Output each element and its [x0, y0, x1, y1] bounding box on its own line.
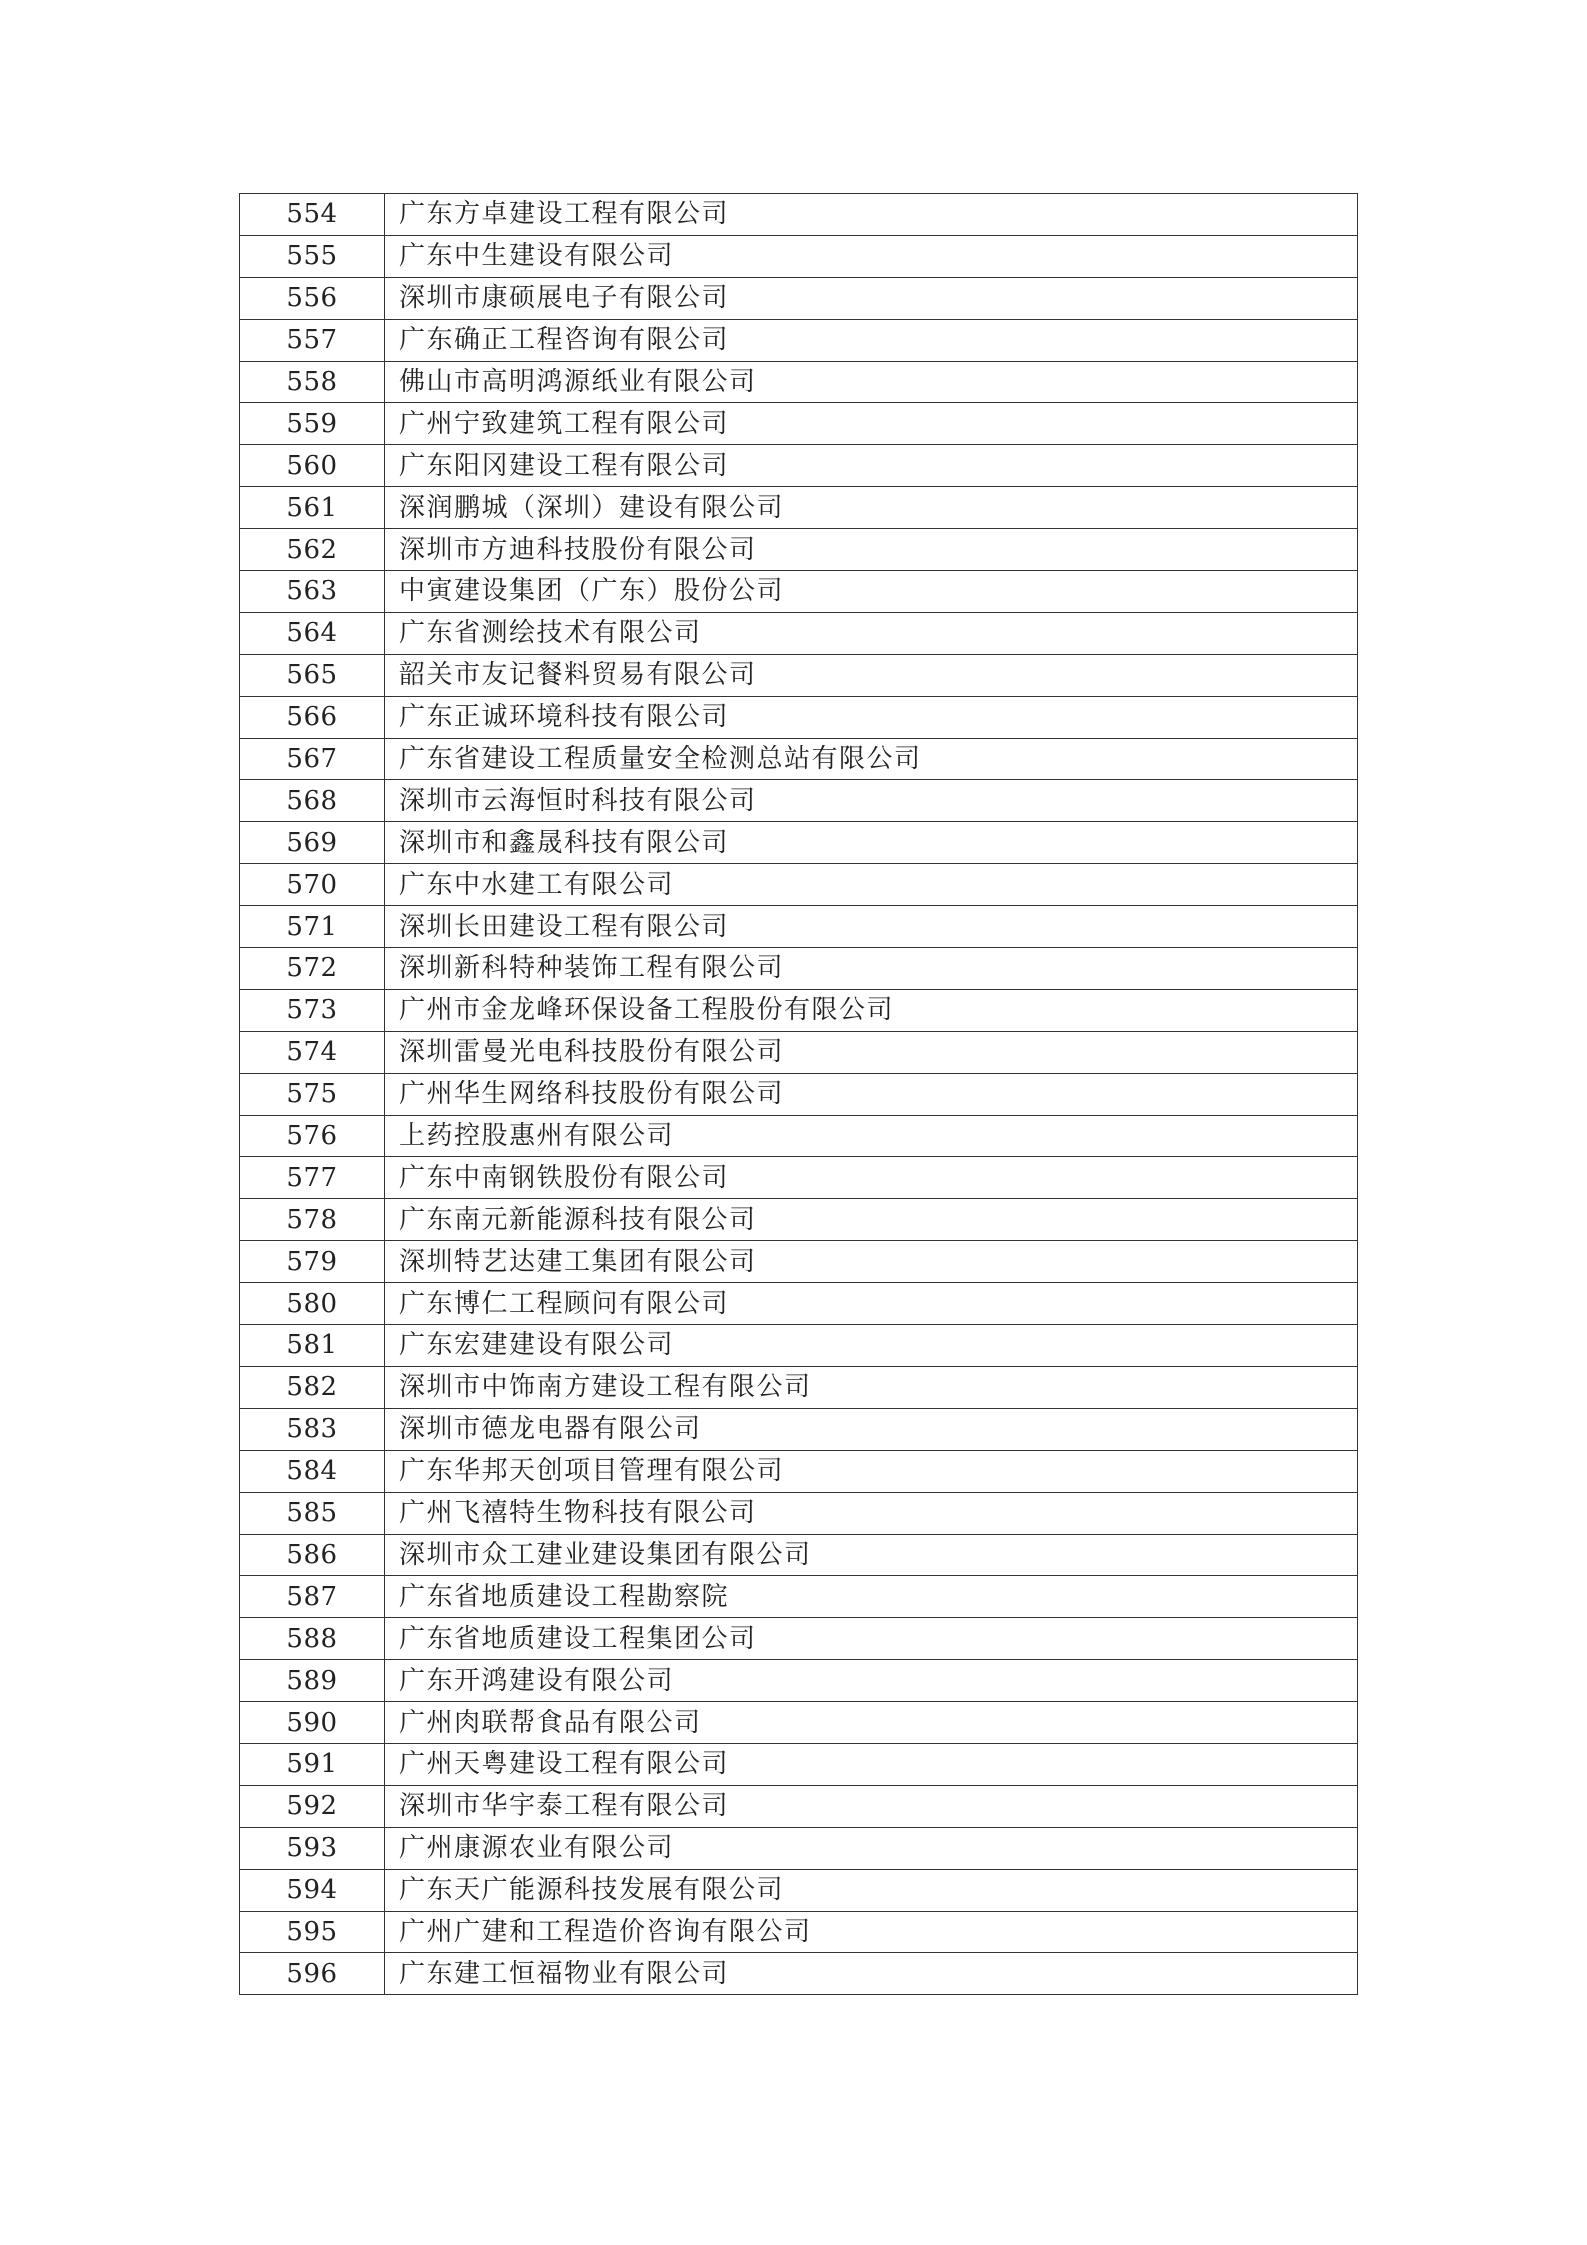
row-number: 571 [240, 906, 385, 948]
table-row [240, 1660, 1358, 1702]
company-name: 广东确正工程咨询有限公司 [385, 319, 1358, 361]
table-row [240, 1827, 1358, 1869]
company-name: 深润鹏城（深圳）建设有限公司 [385, 487, 1358, 529]
row-number: 579 [240, 1241, 385, 1283]
row-number: 577 [240, 1157, 385, 1199]
row-number: 569 [240, 822, 385, 864]
row-number: 556 [240, 277, 385, 319]
company-name: 广东宏建建设有限公司 [385, 1325, 1358, 1367]
table-row [240, 1492, 1358, 1534]
company-name: 广州天粤建设工程有限公司 [385, 1743, 1358, 1785]
row-number: 574 [240, 1031, 385, 1073]
company-name: 韶关市友记餐料贸易有限公司 [385, 654, 1358, 696]
table-row [240, 529, 1358, 571]
row-number: 575 [240, 1073, 385, 1115]
row-number: 589 [240, 1660, 385, 1702]
company-name: 广州市金龙峰环保设备工程股份有限公司 [385, 989, 1358, 1031]
table-row [240, 1115, 1358, 1157]
table-row [240, 1366, 1358, 1408]
table-row [240, 612, 1358, 654]
table-row [240, 1534, 1358, 1576]
row-number: 564 [240, 612, 385, 654]
row-number: 566 [240, 696, 385, 738]
table-row [240, 738, 1358, 780]
table-row [240, 1953, 1358, 1995]
row-number: 582 [240, 1366, 385, 1408]
table-row [240, 194, 1358, 236]
company-name: 广东南元新能源科技有限公司 [385, 1199, 1358, 1241]
table-row [240, 1450, 1358, 1492]
row-number: 587 [240, 1576, 385, 1618]
table-row [240, 1157, 1358, 1199]
company-name: 广东中南钢铁股份有限公司 [385, 1157, 1358, 1199]
row-number: 596 [240, 1953, 385, 1995]
table-row [240, 1869, 1358, 1911]
company-name: 广东博仁工程顾问有限公司 [385, 1283, 1358, 1325]
table-row [240, 654, 1358, 696]
row-number: 595 [240, 1911, 385, 1953]
row-number: 584 [240, 1450, 385, 1492]
table-row [240, 1408, 1358, 1450]
table-row [240, 319, 1358, 361]
table-row [240, 571, 1358, 613]
row-number: 592 [240, 1785, 385, 1827]
table-row [240, 1618, 1358, 1660]
company-name: 广东省地质建设工程勘察院 [385, 1576, 1358, 1618]
company-name: 中寅建设集团（广东）股份公司 [385, 571, 1358, 613]
table-row [240, 1241, 1358, 1283]
table-row [240, 780, 1358, 822]
company-name: 深圳特艺达建工集团有限公司 [385, 1241, 1358, 1283]
table-row [240, 403, 1358, 445]
row-number: 585 [240, 1492, 385, 1534]
table-row [240, 1325, 1358, 1367]
table-row [240, 445, 1358, 487]
row-number: 583 [240, 1408, 385, 1450]
company-name: 广东中水建工有限公司 [385, 864, 1358, 906]
row-number: 591 [240, 1743, 385, 1785]
row-number: 559 [240, 403, 385, 445]
company-name: 广东省测绘技术有限公司 [385, 612, 1358, 654]
company-list-body [240, 194, 1358, 1995]
company-name: 广东省建设工程质量安全检测总站有限公司 [385, 738, 1358, 780]
company-name: 广州康源农业有限公司 [385, 1827, 1358, 1869]
company-list-table [239, 193, 1358, 1995]
row-number: 572 [240, 948, 385, 990]
table-row [240, 1199, 1358, 1241]
company-name: 佛山市高明鸿源纸业有限公司 [385, 361, 1358, 403]
row-number: 590 [240, 1702, 385, 1744]
company-name: 深圳市华宇泰工程有限公司 [385, 1785, 1358, 1827]
row-number: 563 [240, 571, 385, 613]
company-name: 广东开鸿建设有限公司 [385, 1660, 1358, 1702]
table-row [240, 1073, 1358, 1115]
company-name: 深圳市康硕展电子有限公司 [385, 277, 1358, 319]
table-row [240, 864, 1358, 906]
table-row [240, 822, 1358, 864]
row-number: 561 [240, 487, 385, 529]
table-row [240, 906, 1358, 948]
row-number: 578 [240, 1199, 385, 1241]
table-row [240, 1702, 1358, 1744]
company-name: 深圳市中饰南方建设工程有限公司 [385, 1366, 1358, 1408]
table-row [240, 487, 1358, 529]
table-row [240, 235, 1358, 277]
row-number: 554 [240, 194, 385, 236]
table-row [240, 1743, 1358, 1785]
table-row [240, 989, 1358, 1031]
company-name: 广东阳冈建设工程有限公司 [385, 445, 1358, 487]
company-name: 广东中生建设有限公司 [385, 235, 1358, 277]
company-name: 广东天广能源科技发展有限公司 [385, 1869, 1358, 1911]
company-name: 深圳市和鑫晟科技有限公司 [385, 822, 1358, 864]
company-name: 广州肉联帮食品有限公司 [385, 1702, 1358, 1744]
table-row [240, 277, 1358, 319]
company-name: 广州飞禧特生物科技有限公司 [385, 1492, 1358, 1534]
row-number: 567 [240, 738, 385, 780]
table-row [240, 1785, 1358, 1827]
row-number: 565 [240, 654, 385, 696]
company-name: 深圳新科特种装饰工程有限公司 [385, 948, 1358, 990]
row-number: 588 [240, 1618, 385, 1660]
company-name: 广东正诚环境科技有限公司 [385, 696, 1358, 738]
company-name: 深圳市德龙电器有限公司 [385, 1408, 1358, 1450]
row-number: 573 [240, 989, 385, 1031]
table-row [240, 1031, 1358, 1073]
row-number: 576 [240, 1115, 385, 1157]
row-number: 560 [240, 445, 385, 487]
table-row [240, 1283, 1358, 1325]
company-name: 广东华邦天创项目管理有限公司 [385, 1450, 1358, 1492]
company-name: 广州华生网络科技股份有限公司 [385, 1073, 1358, 1115]
row-number: 562 [240, 529, 385, 571]
row-number: 555 [240, 235, 385, 277]
company-name: 深圳长田建设工程有限公司 [385, 906, 1358, 948]
table-row [240, 1911, 1358, 1953]
company-name: 深圳雷曼光电科技股份有限公司 [385, 1031, 1358, 1073]
company-name: 广东建工恒福物业有限公司 [385, 1953, 1358, 1995]
company-name: 广东方卓建设工程有限公司 [385, 194, 1358, 236]
company-name: 深圳市云海恒时科技有限公司 [385, 780, 1358, 822]
row-number: 570 [240, 864, 385, 906]
company-name: 广州广建和工程造价咨询有限公司 [385, 1911, 1358, 1953]
row-number: 581 [240, 1325, 385, 1367]
row-number: 593 [240, 1827, 385, 1869]
table-row [240, 948, 1358, 990]
company-name: 上药控股惠州有限公司 [385, 1115, 1358, 1157]
table-row [240, 696, 1358, 738]
row-number: 580 [240, 1283, 385, 1325]
row-number: 558 [240, 361, 385, 403]
row-number: 594 [240, 1869, 385, 1911]
row-number: 568 [240, 780, 385, 822]
company-name: 深圳市众工建业建设集团有限公司 [385, 1534, 1358, 1576]
row-number: 557 [240, 319, 385, 361]
table-row [240, 1576, 1358, 1618]
company-name: 广东省地质建设工程集团公司 [385, 1618, 1358, 1660]
table-row [240, 361, 1358, 403]
company-name: 广州宁致建筑工程有限公司 [385, 403, 1358, 445]
company-name: 深圳市方迪科技股份有限公司 [385, 529, 1358, 571]
row-number: 586 [240, 1534, 385, 1576]
